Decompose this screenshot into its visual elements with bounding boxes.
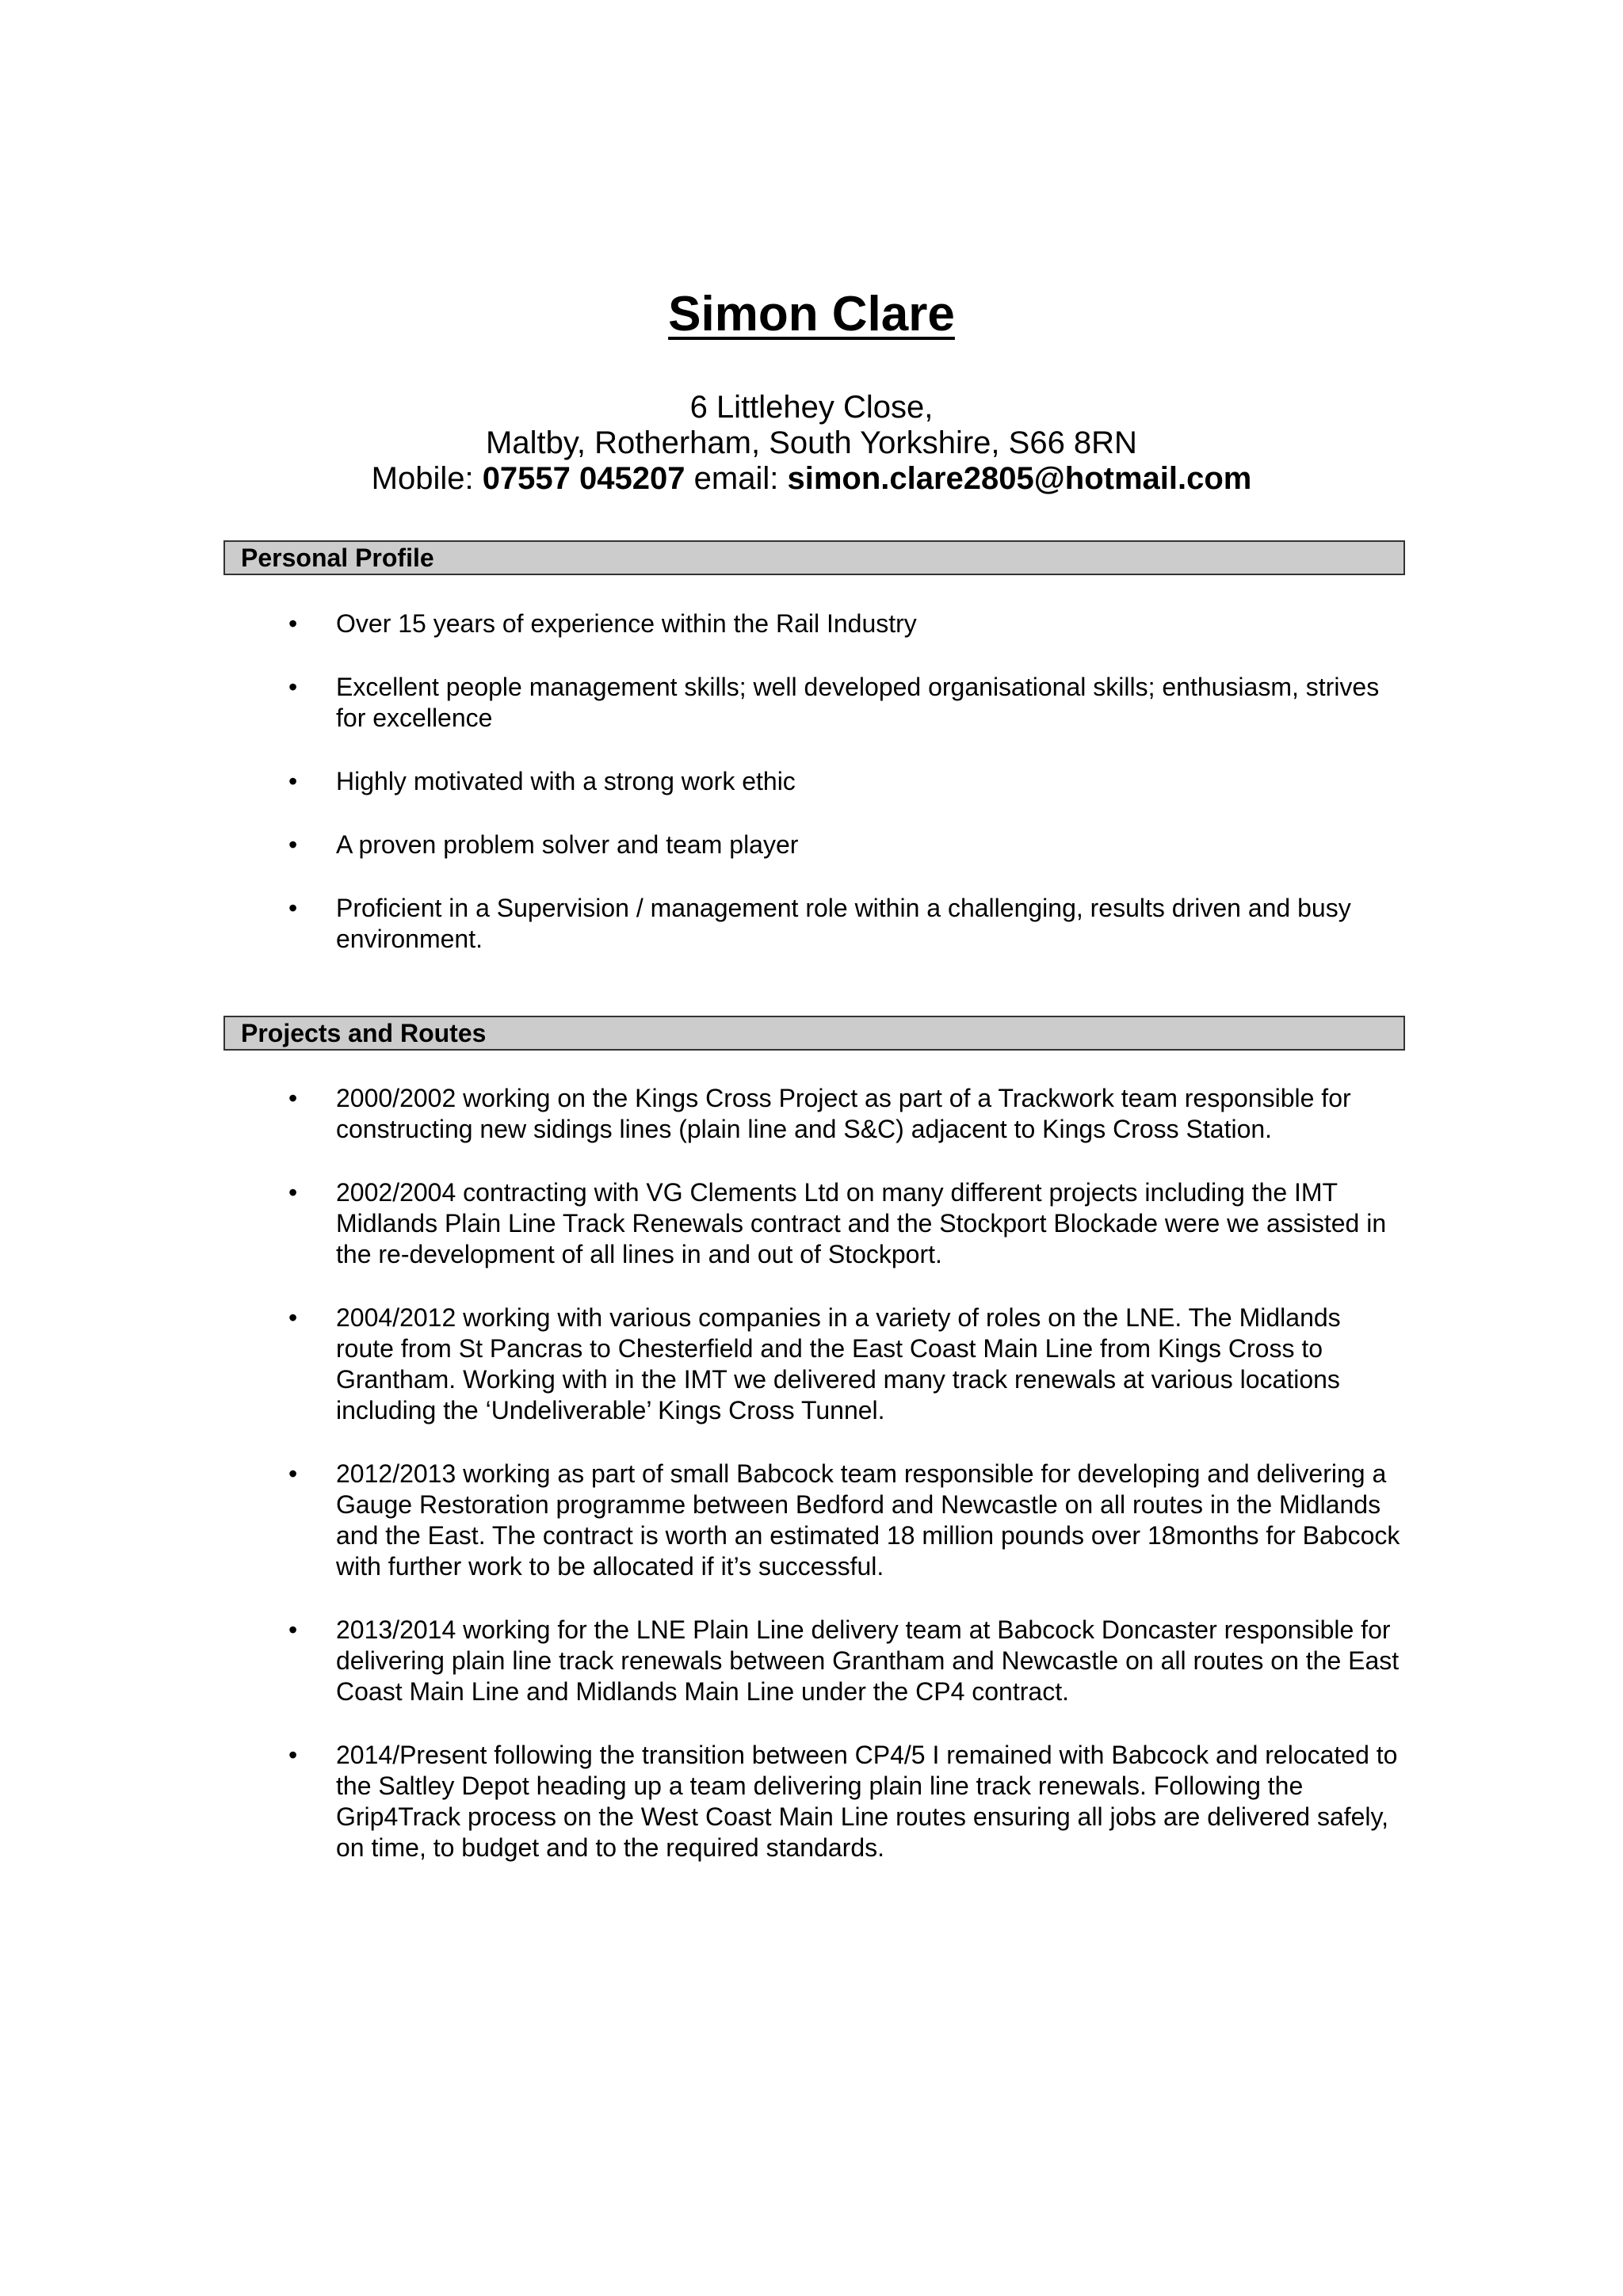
list-item-text: Excellent people management skills; well developed organisational skills; enthusiasm, strives for excellence	[336, 673, 1380, 732]
address-line-1: 6 Littlehey Close,	[689, 390, 934, 425]
email-address: simon.clare2805@hotmail.com	[787, 461, 1252, 496]
list-item-text: 2014/Present following the transition between CP4/5 I remained with Babcock and relocated to the Saltley Depot heading up a team delivering plain line track renewals. Following the Grip4Track process on the West Coast Main Line routes ensuring all jobs are delivered safely, on time, to budget and to the required standards.	[336, 1741, 1398, 1862]
bullet-icon: •	[288, 894, 298, 922]
list-item-text: Over 15 years of experience within the Rail Industry	[336, 609, 917, 638]
list-item-text: 2000/2002 working on the Kings Cross Project as part of a Trackwork team responsible for constructing new sidings lines (plain line and S&C) adjacent to Kings Cross Station.	[336, 1084, 1351, 1143]
list-item	[0, 1740, 1403, 1863]
bullet-icon: •	[288, 1615, 298, 1644]
bullet-icon: •	[288, 609, 298, 638]
bullet-icon: •	[288, 1303, 298, 1332]
list-item	[0, 766, 1403, 797]
list-item	[0, 830, 1403, 860]
list-item	[0, 1459, 1403, 1582]
contact-line	[0, 461, 1623, 497]
bullet-icon: •	[288, 673, 298, 701]
section-header-projects-and-routes: Projects and Routes	[223, 1016, 1405, 1051]
address-line-2: Maltby, Rotherham, South Yorkshire, S66 8RN	[486, 425, 1137, 460]
list-item	[0, 1177, 1403, 1270]
bullet-icon: •	[288, 1459, 298, 1488]
mobile-label: Mobile:	[371, 461, 483, 496]
bullet-icon: •	[288, 1741, 298, 1769]
list-item	[0, 1083, 1403, 1145]
mobile-number: 07557 045207	[482, 461, 685, 496]
list-item	[0, 893, 1403, 955]
list-item	[0, 1615, 1403, 1707]
candidate-name: Simon Clare	[668, 287, 955, 341]
personal-profile-list	[0, 608, 1623, 987]
list-item-text: 2013/2014 working for the LNE Plain Line delivery team at Babcock Doncaster responsible for delivering plain line track renewals between Grantham and Newcastle on all routes on the East Coast Main Line and Midlands Main Line under the CP4 contract.	[336, 1615, 1400, 1706]
email-label: email:	[685, 461, 788, 496]
list-item	[0, 608, 1403, 639]
list-item	[0, 1302, 1403, 1426]
bullet-icon: •	[288, 767, 298, 795]
list-item-text: Highly motivated with a strong work ethic	[336, 767, 796, 795]
list-item-text: A proven problem solver and team player	[336, 830, 799, 859]
bullet-icon: •	[288, 1084, 298, 1112]
contact-block	[0, 390, 1623, 497]
bullet-icon: •	[288, 1178, 298, 1207]
list-item	[0, 672, 1403, 734]
projects-list	[0, 1083, 1623, 1896]
bullet-icon: •	[288, 830, 298, 859]
list-item-text: 2004/2012 working with various companies in a variety of roles on the LNE. The Midlands route from St Pancras to Chesterfield and the East Coast Main Line from Kings Cross to Grantham. Working with in the IMT we delivered many track renewals at various locations including the ‘Undeliverable’ Kings Cross Tunnel.	[336, 1303, 1341, 1425]
list-item-text: 2012/2013 working as part of small Babcock team responsible for developing and delivering a Gauge Restoration programme between Bedford and Newcastle on all routes in the Midlands and the East. The contract is worth an estimated 18 million pounds over 18months for Babcock with further work to be allocated if it’s successful.	[336, 1459, 1400, 1581]
list-item-text: 2002/2004 contracting with VG Clements Ltd on many different projects including the IMT Midlands Plain Line Track Renewals contract and the Stockport Blockade were we assisted in the re-development of all lines in and out of Stockport.	[336, 1178, 1387, 1268]
list-item-text: Proficient in a Supervision / management role within a challenging, results driven and busy environment.	[336, 894, 1351, 953]
section-header-personal-profile: Personal Profile	[223, 540, 1405, 575]
